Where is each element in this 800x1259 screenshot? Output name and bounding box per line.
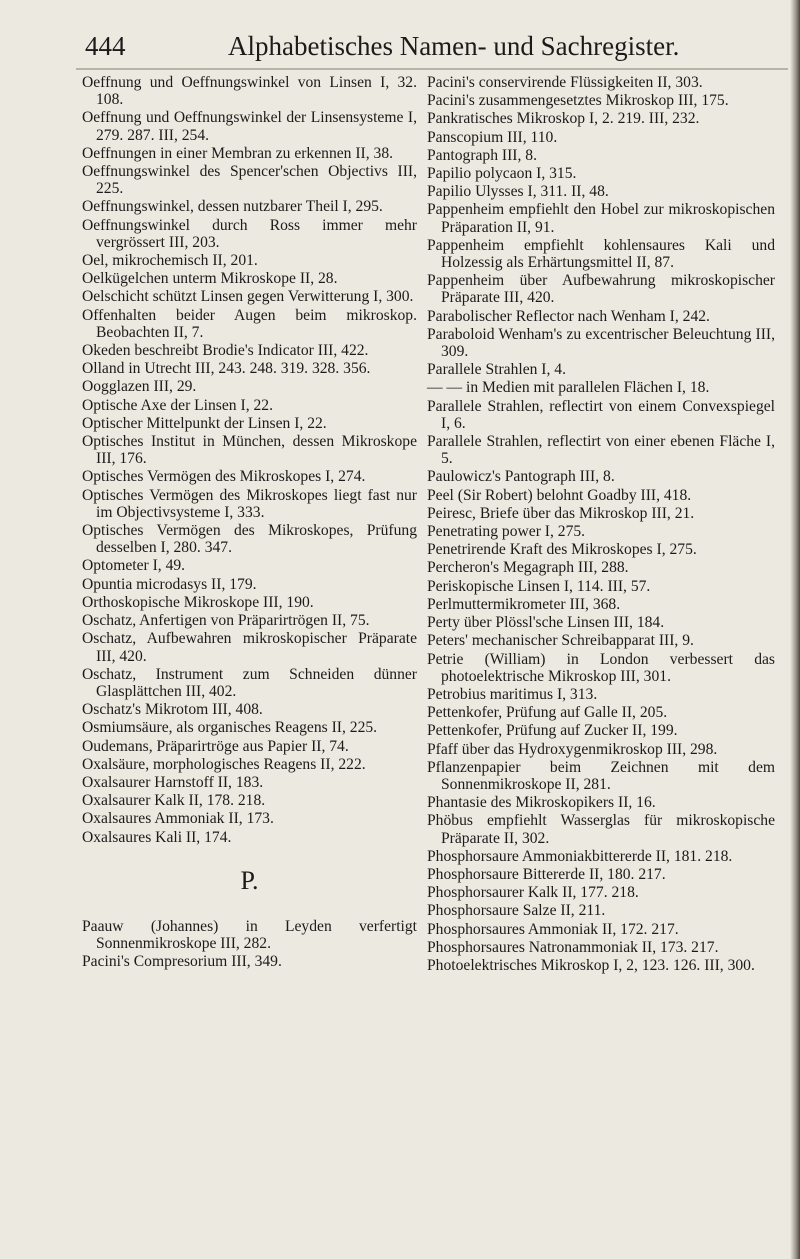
- index-entry: Parabolischer Reflector nach Wenham I, 242.: [427, 307, 710, 325]
- index-entry: Phosphorsaures Natronammoniak II, 173. 217.: [427, 938, 719, 956]
- index-entry: Phosphorsaurer Kalk II, 177. 218.: [427, 884, 639, 902]
- index-entry: Paulowicz's Pantograph III, 8.: [427, 468, 615, 486]
- index-entry: Parallele Strahlen, reflectirt von einem Convexspiegel I, 6.: [427, 397, 775, 432]
- index-entry: Phöbus empfiehlt Wasserglas für mikroskopische Präparate II, 302.: [427, 812, 775, 847]
- index-entry: Paauw (Johannes) in Leyden verfertigt Sonnenmikroskope III, 282.: [82, 917, 417, 952]
- index-entry: Oeffnungswinkel, dessen nutzbarer Theil I, 295.: [82, 198, 383, 216]
- index-entry: Oeffnung und Oeffnungswinkel von Linsen I, 32. 108.: [82, 74, 417, 109]
- index-entry: Oxalsaures Ammoniak II, 173.: [82, 810, 274, 828]
- index-entry: Pankratisches Mikroskop I, 2. 219. III, 232.: [427, 110, 700, 128]
- index-entry: Oeffnungen in einer Membran zu erkennen II, 38.: [82, 144, 394, 162]
- index-entry: Oxalsaurer Kalk II, 178. 218.: [82, 792, 266, 810]
- index-entry: Oxalsaurer Harnstoff II, 183.: [82, 773, 264, 791]
- index-entry: Pappenheim empfiehlt kohlensaures Kali und Holzessig als Erhärtungsmittel II, 87.: [427, 236, 775, 272]
- index-entry: Periskopische Linsen I, 114. III, 57.: [427, 577, 651, 595]
- index-entry: Oeffnungswinkel durch Ross immer mehr vergrössert III, 203.: [82, 216, 417, 251]
- index-entry: Photoelektrisches Mikroskop I, 2, 123. 126. III, 300.: [427, 956, 755, 974]
- index-entry: Oel, mikrochemisch II, 201.: [82, 252, 258, 270]
- index-entry: Pappenheim empfiehlt den Hobel zur mikroskopischen Präparation II, 91.: [427, 201, 775, 236]
- index-entry: Oschatz, Aufbewahren mikroskopischer Präparate III, 420.: [82, 630, 417, 665]
- index-entry: Oxalsaures Kali II, 174.: [82, 828, 232, 846]
- index-entry: Pantograph III, 8.: [427, 146, 537, 164]
- right-column: [427, 74, 775, 975]
- index-entry: Pacini's conservirende Flüssigkeiten II, 303.: [427, 74, 703, 91]
- index-entry: Pettenkofer, Prüfung auf Zucker II, 199.: [427, 722, 678, 740]
- index-entry: Phosphorsaure Ammoniakbittererde II, 181. 218.: [427, 847, 733, 865]
- index-entry: Oschatz, Anfertigen von Präparirtrögen II, 75.: [82, 612, 370, 630]
- index-entry: Peters' mechanischer Schreibapparat III, 9.: [427, 632, 694, 650]
- index-entry: Optische Axe der Linsen I, 22.: [82, 396, 273, 414]
- index-entry: Pfaff über das Hydroxygenmikroskop III, 298.: [427, 740, 718, 758]
- index-entry: Offenhalten beider Augen beim mikroskop. Beobachten II, 7.: [82, 306, 417, 341]
- index-entry: Phosphorsaure Bittererde II, 180. 217.: [427, 865, 666, 883]
- index-entry: Pappenheim über Aufbewahrung mikroskopischer Präparate III, 420.: [427, 272, 775, 307]
- index-entry: Papilio polycaon I, 315.: [427, 165, 577, 183]
- index-entry: Olland in Utrecht III, 243. 248. 319. 328. 356.: [82, 360, 371, 378]
- index-entry: Phosphorsaures Ammoniak II, 172. 217.: [427, 920, 679, 938]
- running-title: Alphabetisches Namen- und Sachregister.: [228, 31, 680, 61]
- index-entry: Parallele Strahlen, reflectirt von einer ebenen Fläche I, 5.: [427, 433, 775, 468]
- index-entry: Pacini's zusammengesetztes Mikroskop III, 175.: [427, 92, 729, 110]
- index-entry: Penetrirende Kraft des Mikroskopes I, 275.: [427, 541, 697, 559]
- index-entry: Perty über Plössl'sche Linsen III, 184.: [427, 614, 665, 632]
- index-entry: Pacini's Compresorium III, 349.: [82, 953, 282, 971]
- index-entry: Pettenkofer, Prüfung auf Galle II, 205.: [427, 704, 668, 722]
- index-entry: Perlmuttermikrometer III, 368.: [427, 595, 621, 613]
- section-letter: P.: [240, 865, 259, 895]
- index-entry: Oxalsäure, morphologisches Reagens II, 222.: [82, 755, 366, 773]
- index-entry: Oschatz, Instrument zum Schneiden dünner Glasplättchen III, 402.: [82, 665, 417, 700]
- page-edge: [790, 0, 800, 1259]
- index-entry: Orthoskopische Mikroskope III, 190.: [82, 593, 314, 611]
- index-entry: Optisches Vermögen des Mikroskopes liegt fast nur im Objectivsysteme I, 333.: [82, 486, 417, 521]
- index-entry: Parallele Strahlen I, 4.: [427, 361, 566, 379]
- index-entry: Optometer I, 49.: [82, 557, 186, 575]
- index-entry: Optischer Mittelpunkt der Linsen I, 22.: [82, 414, 327, 432]
- index-entry: Oelschicht schützt Linsen gegen Verwitterung I, 300.: [82, 288, 414, 306]
- index-entry: — — in Medien mit parallelen Flächen I, 18.: [427, 379, 710, 397]
- index-entry: Okeden beschreibt Brodie's Indicator III, 422.: [82, 342, 369, 360]
- index-entry: Oeffnung und Oeffnungswinkel der Linsensysteme I, 279. 287. III, 254.: [82, 109, 417, 144]
- index-entry: Pflanzenpapier beim Zeichnen mit dem Sonnenmikroskope II, 281.: [427, 758, 775, 793]
- index-entry: Oudemans, Präparirtröge aus Papier II, 74.: [82, 737, 349, 755]
- index-entry: Percheron's Megagraph III, 288.: [427, 559, 629, 577]
- index-entry: Oogglazen III, 29.: [82, 378, 197, 396]
- index-entry: Peel (Sir Robert) belohnt Goadby III, 418.: [427, 486, 692, 504]
- index-entry: Petrobius maritimus I, 313.: [427, 685, 598, 703]
- index-entry: Paraboloid Wenham's zu excentrischer Beleuchtung III, 309.: [427, 325, 775, 361]
- index-entry: Oelkügelchen unterm Mikroskope II, 28.: [82, 270, 338, 288]
- index-entry: Optisches Vermögen des Mikroskopes I, 274.: [82, 468, 366, 486]
- index-entry: Optisches Vermögen des Mikroskopes, Prüfung desselben I, 280. 347.: [82, 522, 417, 557]
- index-entry: Opuntia microdasys II, 179.: [82, 575, 257, 593]
- header-rule: [76, 68, 788, 70]
- index-entry: Optisches Institut in München, dessen Mikroskope III, 176.: [82, 433, 417, 468]
- index-entry: Panscopium III, 110.: [427, 128, 558, 146]
- index-entry: Peiresc, Briefe über das Mikroskop III, 21.: [427, 504, 695, 522]
- page-number: 444: [85, 31, 126, 61]
- index-entry: Oeffnungswinkel des Spencer'schen Objectivs III, 225.: [82, 163, 417, 198]
- index-entry: Oschatz's Mikrotom III, 408.: [82, 701, 263, 719]
- index-entry: Papilio Ulysses I, 311. II, 48.: [427, 183, 609, 201]
- left-column: [82, 74, 417, 971]
- index-entry: Osmiumsäure, als organisches Reagens II, 225.: [82, 719, 378, 737]
- index-entry: Phosphorsaure Salze II, 211.: [427, 902, 606, 920]
- index-entry: Phantasie des Mikroskopikers II, 16.: [427, 794, 656, 812]
- index-entry: Petrie (William) in London verbessert das photoelektrische Mikroskop III, 301.: [427, 650, 775, 685]
- index-entry: Penetrating power I, 275.: [427, 523, 586, 541]
